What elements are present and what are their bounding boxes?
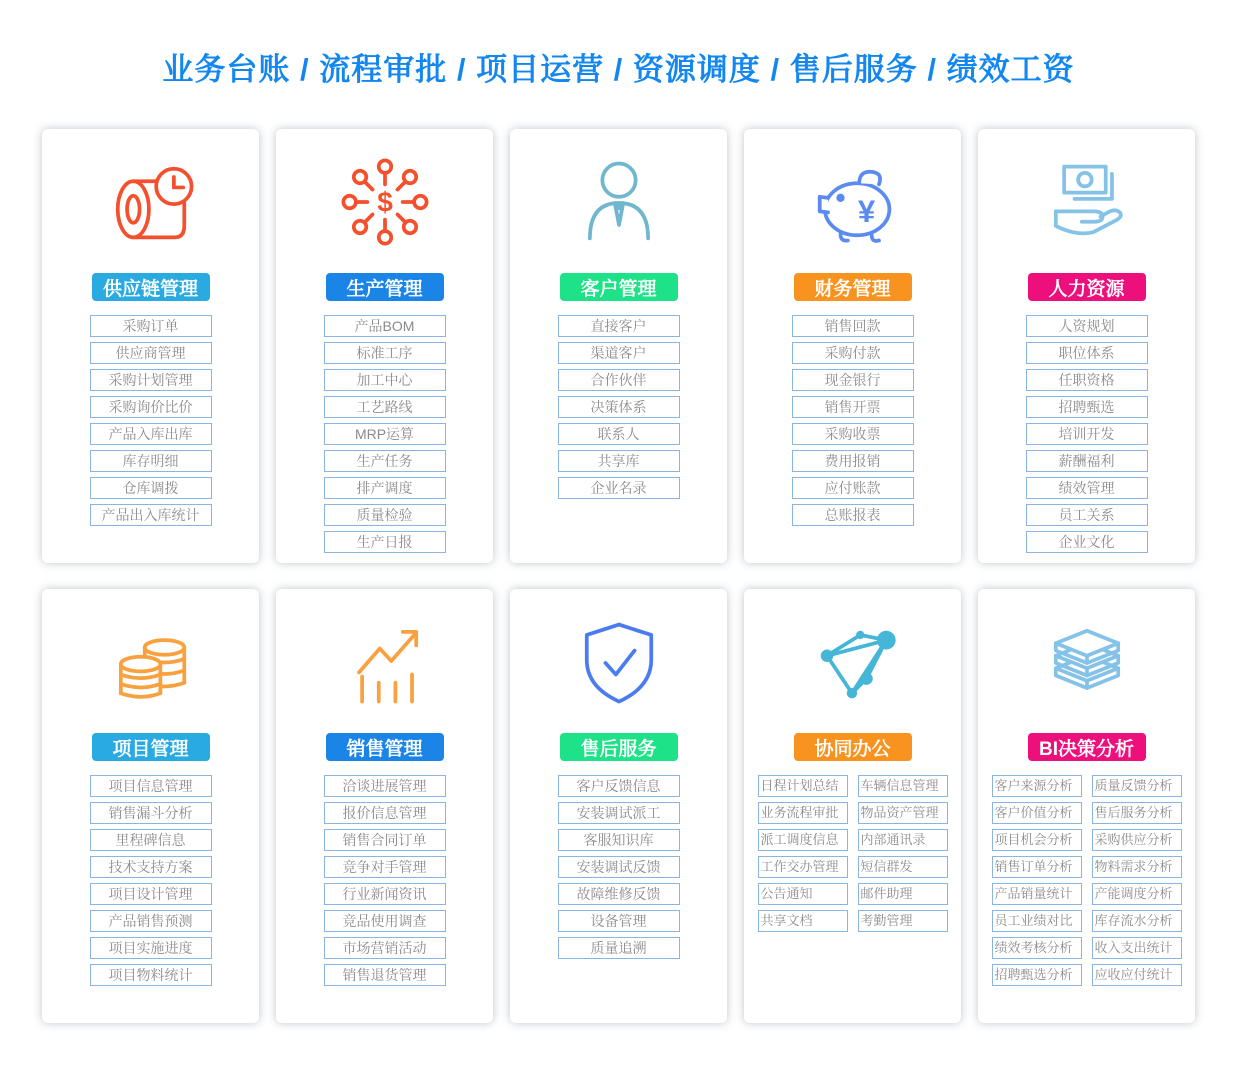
feature-item: 技术支持方案 [90,856,212,878]
feature-item: 员工关系 [1026,504,1148,526]
card-items [992,775,1182,986]
feature-item: 质量检验 [324,504,446,526]
card-badge: BI决策分析 [1028,733,1146,761]
feature-item: 质量反馈分析 [1092,775,1182,797]
shield-check-icon [567,610,671,714]
feature-item: 项目实施进度 [90,937,212,959]
feature-item: 采购订单 [90,315,212,337]
feature-item: 联系人 [558,423,680,445]
feature-item: 费用报销 [792,450,914,472]
card-badge: 财务管理 [794,273,912,301]
feature-item: 客户价值分析 [992,802,1082,824]
feature-item: 总账报表 [792,504,914,526]
feature-item: 考勤管理 [858,910,948,932]
feature-item: 销售回款 [792,315,914,337]
feature-item: 招聘甄选分析 [992,964,1082,986]
cards-grid [42,129,1195,1023]
feature-item: 日程计划总结 [758,775,848,797]
feature-item: 售后服务分析 [1092,802,1182,824]
feature-item: 竞争对手管理 [324,856,446,878]
feature-item: 采购收票 [792,423,914,445]
feature-item: 绩效考核分析 [992,937,1082,959]
feature-item: 车辆信息管理 [858,775,948,797]
page-title: 业务台账 / 流程审批 / 项目运营 / 资源调度 / 售后服务 / 绩效工资 [162,52,1075,87]
feature-item: 安装调试派工 [558,802,680,824]
card-customer [510,129,727,563]
feature-item: 渠道客户 [558,342,680,364]
feature-item: 生产日报 [324,531,446,553]
card-bi-analysis [978,589,1195,1023]
card-items [324,315,446,553]
person-icon [567,150,671,254]
card-icon [1035,151,1139,253]
feature-item: 产品销售预测 [90,910,212,932]
feature-item: 销售订单分析 [992,856,1082,878]
card-icon [567,151,671,253]
feature-item: 里程碑信息 [90,829,212,851]
feature-item: 人资规划 [1026,315,1148,337]
feature-item: 短信群发 [858,856,948,878]
feature-item: 销售合同订单 [324,829,446,851]
feature-item: 绩效管理 [1026,477,1148,499]
card-icon [333,151,437,253]
feature-item: 竞品使用调查 [324,910,446,932]
feature-item: 项目物料统计 [90,964,212,986]
card-badge: 项目管理 [92,733,210,761]
card-finance [744,129,961,563]
feature-item: 报价信息管理 [324,802,446,824]
card-items [324,775,446,986]
feature-item: 业务流程审批 [758,802,848,824]
feature-item: 决策体系 [558,396,680,418]
feature-item: 客服知识库 [558,829,680,851]
feature-item: 应付账款 [792,477,914,499]
feature-item: 工作交办管理 [758,856,848,878]
card-icon [1035,611,1139,713]
piggy-bank-icon [801,150,905,254]
feature-item: 直接客户 [558,315,680,337]
feature-item: 职位体系 [1026,342,1148,364]
svg-text:¥: ¥ [857,193,875,229]
card-items [90,775,212,986]
feature-item: 库存流水分析 [1092,910,1182,932]
card-icon [801,151,905,253]
feature-item: 销售漏斗分析 [90,802,212,824]
feature-item: 洽谈进展管理 [324,775,446,797]
feature-item: 项目信息管理 [90,775,212,797]
card-sales [276,589,493,1023]
card-collaboration [744,589,961,1023]
card-items [90,315,212,526]
feature-item: 供应商管理 [90,342,212,364]
card-badge: 供应链管理 [92,273,210,301]
feature-item: 销售开票 [792,396,914,418]
card-items [558,315,680,499]
paper-roll-clock-icon [99,150,203,254]
feature-item: 生产任务 [324,450,446,472]
card-icon [99,151,203,253]
card-icon [333,611,437,713]
feature-item: 招聘甄选 [1026,396,1148,418]
layers-icon [1035,610,1139,714]
feature-item: 收入支出统计 [1092,937,1182,959]
card-badge: 售后服务 [560,733,678,761]
feature-item: 采购供应分析 [1092,829,1182,851]
feature-item: 产品入库出库 [90,423,212,445]
feature-item: 行业新闻资讯 [324,883,446,905]
feature-item: 现金银行 [792,369,914,391]
card-badge: 销售管理 [326,733,444,761]
feature-item: 项目设计管理 [90,883,212,905]
feature-item: 薪酬福利 [1026,450,1148,472]
feature-item: 合作伙伴 [558,369,680,391]
feature-item: 项目机会分析 [992,829,1082,851]
card-badge: 协同办公 [794,733,912,761]
feature-item: 共享文档 [758,910,848,932]
feature-item: 物料需求分析 [1092,856,1182,878]
card-human-resources [978,129,1195,563]
feature-item: 产能调度分析 [1092,883,1182,905]
feature-item: 内部通讯录 [858,829,948,851]
card-badge: 人力资源 [1028,273,1146,301]
feature-item: 企业文化 [1026,531,1148,553]
feature-item: 公告通知 [758,883,848,905]
card-items [558,775,680,959]
card-items [792,315,914,526]
card-items [1026,315,1148,553]
feature-item: 标准工序 [324,342,446,364]
card-items [758,775,948,932]
card-after-sales [510,589,727,1023]
feature-item: 产品出入库统计 [90,504,212,526]
feature-item: 库存明细 [90,450,212,472]
feature-item: 加工中心 [324,369,446,391]
feature-item: 市场营销活动 [324,937,446,959]
feature-item: 仓库调拨 [90,477,212,499]
card-icon [567,611,671,713]
card-icon [801,611,905,713]
feature-item: 企业名录 [558,477,680,499]
svg-text:$: $ [376,186,393,218]
card-badge: 客户管理 [560,273,678,301]
feature-item: 销售退货管理 [324,964,446,986]
coins-icon [99,610,203,714]
feature-item: 物品资产管理 [858,802,948,824]
feature-item: 故障维修反馈 [558,883,680,905]
money-hand-icon [1035,150,1139,254]
feature-item: 客户来源分析 [992,775,1082,797]
feature-item: 员工业绩对比 [992,910,1082,932]
feature-item: 派工调度信息 [758,829,848,851]
feature-item: MRP运算 [324,423,446,445]
network-dollar-icon [333,150,437,254]
feature-item: 邮件助理 [858,883,948,905]
card-icon [99,611,203,713]
feature-item: 应收应付统计 [1092,964,1182,986]
feature-item: 采购计划管理 [90,369,212,391]
feature-item: 培训开发 [1026,423,1148,445]
card-badge: 生产管理 [326,273,444,301]
feature-item: 产品BOM [324,315,446,337]
feature-item: 安装调试反馈 [558,856,680,878]
feature-item: 产品销量统计 [992,883,1082,905]
feature-item: 设备管理 [558,910,680,932]
card-supply-chain [42,129,259,563]
card-production [276,129,493,563]
card-project [42,589,259,1023]
feature-item: 客户反馈信息 [558,775,680,797]
feature-item: 共享库 [558,450,680,472]
chart-up-icon [333,610,437,714]
feature-item: 任职资格 [1026,369,1148,391]
feature-item: 采购询价比价 [90,396,212,418]
feature-item: 质量追溯 [558,937,680,959]
network-nodes-icon [801,610,905,714]
feature-item: 工艺路线 [324,396,446,418]
feature-item: 采购付款 [792,342,914,364]
feature-item: 排产调度 [324,477,446,499]
